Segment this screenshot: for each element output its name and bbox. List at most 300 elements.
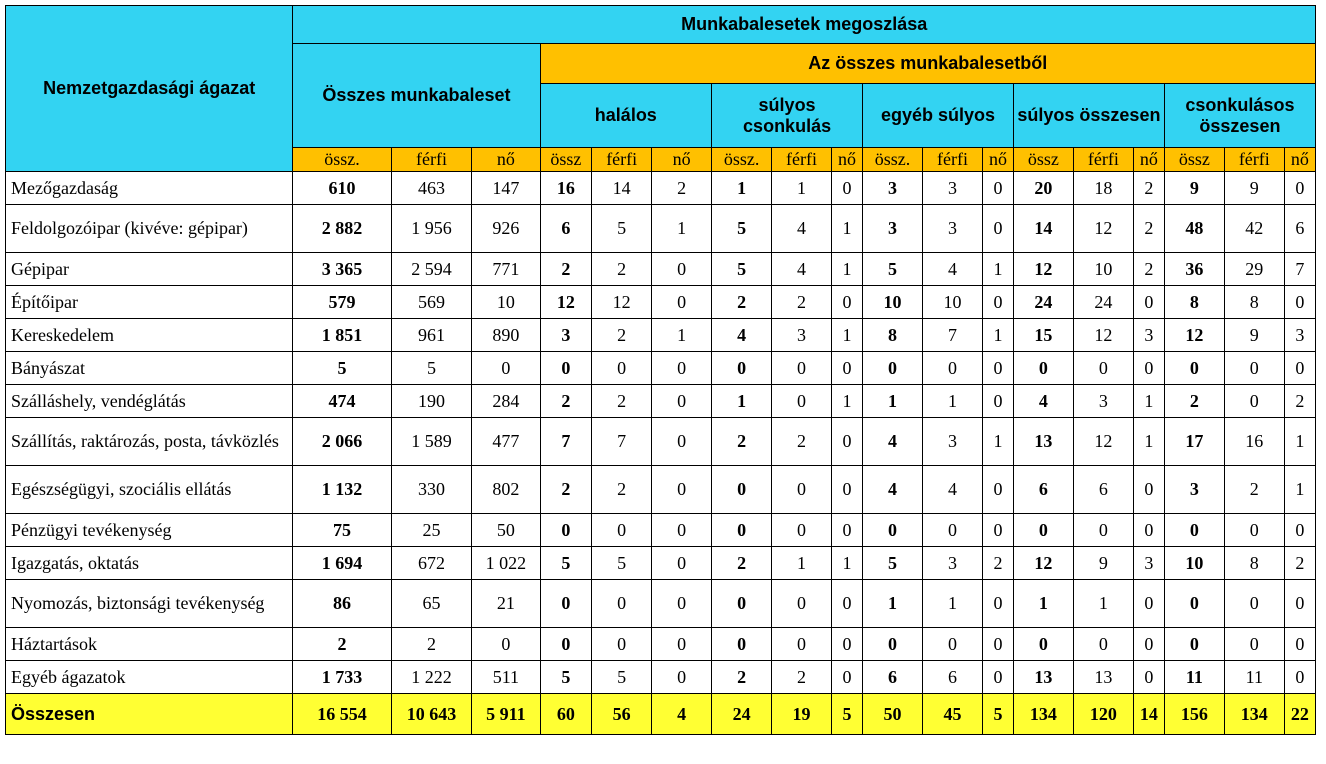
value-cell: 5 (592, 547, 652, 580)
total-row (6, 694, 1316, 735)
table-body (6, 172, 1316, 735)
group-header-severe-mutilation: súlyos csonkulás (712, 84, 863, 148)
value-cell: 2 (540, 385, 592, 418)
value-cell: 5 (540, 547, 592, 580)
value-cell: 1 132 (293, 466, 391, 514)
value-cell: 2 (1133, 253, 1164, 286)
value-cell: 926 (472, 205, 540, 253)
value-cell: 1 (1133, 418, 1164, 466)
value-cell: 17 (1164, 418, 1224, 466)
value-cell: 0 (1284, 628, 1315, 661)
subheader-cell: nő (1284, 148, 1315, 172)
sector-name: Feldolgozóipar (kivéve: gépipar) (6, 205, 293, 253)
value-cell: 18 (1073, 172, 1133, 205)
value-cell: 60 (540, 694, 592, 735)
value-cell: 0 (652, 580, 712, 628)
group-header-mutilation-total: csonkulásos összesen (1164, 84, 1315, 148)
value-cell: 16 554 (293, 694, 391, 735)
value-cell: 0 (1224, 385, 1284, 418)
value-cell: 0 (1224, 628, 1284, 661)
sector-name: Egészségügyi, szociális ellátás (6, 466, 293, 514)
value-cell: 8 (863, 319, 923, 352)
value-cell: 0 (592, 352, 652, 385)
value-cell: 10 643 (391, 694, 472, 735)
value-cell: 0 (652, 547, 712, 580)
value-cell: 10 (472, 286, 540, 319)
value-cell: 0 (832, 514, 863, 547)
subheader-cell: férfi (391, 148, 472, 172)
value-cell: 0 (652, 661, 712, 694)
value-cell: 10 (1164, 547, 1224, 580)
value-cell: 1 (832, 319, 863, 352)
value-cell: 0 (982, 514, 1013, 547)
value-cell: 16 (540, 172, 592, 205)
value-cell: 672 (391, 547, 472, 580)
value-cell: 86 (293, 580, 391, 628)
value-cell: 0 (982, 172, 1013, 205)
sector-header: Nemzetgazdasági ágazat (6, 6, 293, 172)
subheader-cell: nő (1133, 148, 1164, 172)
value-cell: 2 (1224, 466, 1284, 514)
value-cell: 13 (1013, 418, 1073, 466)
value-cell: 1 851 (293, 319, 391, 352)
value-cell: 0 (652, 418, 712, 466)
value-cell: 569 (391, 286, 472, 319)
value-cell: 0 (832, 286, 863, 319)
value-cell: 0 (712, 514, 772, 547)
value-cell: 5 (592, 661, 652, 694)
value-cell: 7 (592, 418, 652, 466)
table-row (6, 466, 1316, 514)
value-cell: 0 (1224, 352, 1284, 385)
value-cell: 0 (1133, 352, 1164, 385)
value-cell: 6 (863, 661, 923, 694)
value-cell: 0 (712, 466, 772, 514)
value-cell: 2 (772, 286, 832, 319)
value-cell: 20 (1013, 172, 1073, 205)
value-cell: 0 (472, 352, 540, 385)
value-cell: 2 (712, 661, 772, 694)
value-cell: 0 (772, 466, 832, 514)
value-cell: 4 (712, 319, 772, 352)
distribution-header: Munkabalesetek megoszlása (293, 6, 1316, 44)
subheader-cell: férfi (592, 148, 652, 172)
subheader-cell: férfi (1073, 148, 1133, 172)
value-cell: 12 (1073, 205, 1133, 253)
value-cell: 19 (772, 694, 832, 735)
value-cell: 0 (982, 661, 1013, 694)
value-cell: 2 (712, 286, 772, 319)
subheader-cell: nő (982, 148, 1013, 172)
value-cell: 0 (1164, 628, 1224, 661)
value-cell: 147 (472, 172, 540, 205)
value-cell: 0 (832, 661, 863, 694)
value-cell: 7 (1284, 253, 1315, 286)
table-row (6, 172, 1316, 205)
value-cell: 0 (1164, 352, 1224, 385)
sector-name: Pénzügyi tevékenység (6, 514, 293, 547)
value-cell: 0 (1013, 628, 1073, 661)
value-cell: 0 (1284, 661, 1315, 694)
value-cell: 3 (922, 205, 982, 253)
group-header-other-severe: egyéb súlyos (863, 84, 1014, 148)
value-cell: 1 (1133, 385, 1164, 418)
value-cell: 2 (540, 466, 592, 514)
value-cell: 0 (592, 580, 652, 628)
value-cell: 1 (832, 253, 863, 286)
value-cell: 0 (652, 352, 712, 385)
value-cell: 0 (832, 418, 863, 466)
value-cell: 3 (922, 547, 982, 580)
value-cell: 3 (1073, 385, 1133, 418)
value-cell: 0 (652, 253, 712, 286)
value-cell: 4 (1013, 385, 1073, 418)
value-cell: 1 (652, 319, 712, 352)
value-cell: 9 (1164, 172, 1224, 205)
value-cell: 477 (472, 418, 540, 466)
value-cell: 1 (982, 253, 1013, 286)
value-cell: 1 (832, 385, 863, 418)
value-cell: 0 (1073, 514, 1133, 547)
value-cell: 0 (1164, 580, 1224, 628)
value-cell: 3 (1284, 319, 1315, 352)
value-cell: 2 594 (391, 253, 472, 286)
group-header-severe-total: súlyos összesen (1013, 84, 1164, 148)
value-cell: 0 (540, 514, 592, 547)
value-cell: 0 (982, 628, 1013, 661)
value-cell: 50 (863, 694, 923, 735)
value-cell: 12 (592, 286, 652, 319)
value-cell: 1 956 (391, 205, 472, 253)
value-cell: 771 (472, 253, 540, 286)
value-cell: 2 (982, 547, 1013, 580)
value-cell: 1 (772, 172, 832, 205)
value-cell: 6 (1013, 466, 1073, 514)
value-cell: 4 (772, 205, 832, 253)
value-cell: 6 (1073, 466, 1133, 514)
value-cell: 10 (863, 286, 923, 319)
value-cell: 3 (540, 319, 592, 352)
value-cell: 5 (863, 547, 923, 580)
value-cell: 5 (982, 694, 1013, 735)
value-cell: 1 (863, 385, 923, 418)
value-cell: 1 (922, 580, 982, 628)
value-cell: 0 (540, 580, 592, 628)
value-cell: 12 (1164, 319, 1224, 352)
subheader-cell: nő (472, 148, 540, 172)
value-cell: 579 (293, 286, 391, 319)
value-cell: 7 (922, 319, 982, 352)
value-cell: 0 (832, 352, 863, 385)
value-cell: 5 911 (472, 694, 540, 735)
value-cell: 5 (712, 253, 772, 286)
sector-name: Bányászat (6, 352, 293, 385)
value-cell: 36 (1164, 253, 1224, 286)
table-row (6, 628, 1316, 661)
sector-name: Szállítás, raktározás, posta, távközlés (6, 418, 293, 466)
table-row (6, 205, 1316, 253)
value-cell: 463 (391, 172, 472, 205)
value-cell: 1 (772, 547, 832, 580)
value-cell: 11 (1224, 661, 1284, 694)
value-cell: 1 022 (472, 547, 540, 580)
value-cell: 0 (540, 628, 592, 661)
table-row (6, 352, 1316, 385)
subheader-cell: össz (1164, 148, 1224, 172)
value-cell: 0 (712, 580, 772, 628)
value-cell: 8 (1164, 286, 1224, 319)
value-cell: 0 (1013, 352, 1073, 385)
value-cell: 0 (1284, 580, 1315, 628)
value-cell: 1 (832, 205, 863, 253)
value-cell: 5 (712, 205, 772, 253)
value-cell: 14 (592, 172, 652, 205)
table-row (6, 418, 1316, 466)
value-cell: 75 (293, 514, 391, 547)
value-cell: 29 (1224, 253, 1284, 286)
value-cell: 13 (1073, 661, 1133, 694)
value-cell: 0 (1073, 352, 1133, 385)
accident-table (5, 5, 1316, 735)
value-cell: 16 (1224, 418, 1284, 466)
value-cell: 1 694 (293, 547, 391, 580)
value-cell: 6 (1284, 205, 1315, 253)
value-cell: 2 (1284, 385, 1315, 418)
value-cell: 48 (1164, 205, 1224, 253)
value-cell: 0 (540, 352, 592, 385)
value-cell: 24 (1013, 286, 1073, 319)
subheader-cell: össz (1013, 148, 1073, 172)
value-cell: 474 (293, 385, 391, 418)
sector-name: Építőipar (6, 286, 293, 319)
value-cell: 0 (772, 628, 832, 661)
value-cell: 0 (652, 514, 712, 547)
subheader-cell: nő (652, 148, 712, 172)
value-cell: 1 (652, 205, 712, 253)
value-cell: 0 (652, 286, 712, 319)
value-cell: 4 (863, 466, 923, 514)
value-cell: 0 (982, 286, 1013, 319)
value-cell: 0 (832, 172, 863, 205)
value-cell: 190 (391, 385, 472, 418)
value-cell: 330 (391, 466, 472, 514)
table-row (6, 547, 1316, 580)
value-cell: 1 (922, 385, 982, 418)
value-cell: 2 (592, 466, 652, 514)
value-cell: 0 (1164, 514, 1224, 547)
value-cell: 1 (712, 385, 772, 418)
value-cell: 0 (922, 352, 982, 385)
table-row (6, 661, 1316, 694)
value-cell: 65 (391, 580, 472, 628)
value-cell: 11 (1164, 661, 1224, 694)
value-cell: 0 (772, 514, 832, 547)
value-cell: 22 (1284, 694, 1315, 735)
sector-name: Összesen (6, 694, 293, 735)
value-cell: 2 882 (293, 205, 391, 253)
value-cell: 0 (1284, 172, 1315, 205)
value-cell: 12 (1013, 253, 1073, 286)
table-row (6, 253, 1316, 286)
value-cell: 0 (1224, 514, 1284, 547)
value-cell: 3 (772, 319, 832, 352)
value-cell: 0 (1013, 514, 1073, 547)
value-cell: 5 (832, 694, 863, 735)
table-row (6, 580, 1316, 628)
sector-name: Egyéb ágazatok (6, 661, 293, 694)
sector-name: Nyomozás, biztonsági tevékenység (6, 580, 293, 628)
value-cell: 3 (863, 172, 923, 205)
value-cell: 2 (772, 661, 832, 694)
value-cell: 0 (652, 385, 712, 418)
value-cell: 2 (712, 418, 772, 466)
value-cell: 0 (652, 628, 712, 661)
value-cell: 0 (652, 466, 712, 514)
value-cell: 7 (540, 418, 592, 466)
value-cell: 156 (1164, 694, 1224, 735)
value-cell: 1 (1073, 580, 1133, 628)
value-cell: 0 (1073, 628, 1133, 661)
subheader-cell: nő (832, 148, 863, 172)
value-cell: 2 (772, 418, 832, 466)
subheader-cell: össz (540, 148, 592, 172)
value-cell: 25 (391, 514, 472, 547)
table-row (6, 319, 1316, 352)
value-cell: 5 (293, 352, 391, 385)
value-cell: 1 (982, 418, 1013, 466)
value-cell: 610 (293, 172, 391, 205)
value-cell: 13 (1013, 661, 1073, 694)
value-cell: 12 (1073, 418, 1133, 466)
value-cell: 0 (922, 514, 982, 547)
group-header-fatal: halálos (540, 84, 712, 148)
value-cell: 0 (982, 580, 1013, 628)
value-cell: 14 (1013, 205, 1073, 253)
of-all-header: Az összes munkabalesetből (540, 44, 1315, 84)
value-cell: 3 (1133, 319, 1164, 352)
subheader-cell: férfi (922, 148, 982, 172)
value-cell: 2 (1284, 547, 1315, 580)
value-cell: 9 (1224, 319, 1284, 352)
sector-name: Szálláshely, vendéglátás (6, 385, 293, 418)
value-cell: 961 (391, 319, 472, 352)
subheader-cell: férfi (772, 148, 832, 172)
value-cell: 0 (1224, 580, 1284, 628)
value-cell: 0 (1133, 286, 1164, 319)
value-cell: 0 (832, 580, 863, 628)
subheader-cell: össz. (712, 148, 772, 172)
value-cell: 0 (1133, 661, 1164, 694)
value-cell: 2 (1133, 205, 1164, 253)
value-cell: 5 (863, 253, 923, 286)
value-cell: 2 (592, 319, 652, 352)
value-cell: 3 365 (293, 253, 391, 286)
table-row (6, 385, 1316, 418)
value-cell: 4 (922, 466, 982, 514)
value-cell: 1 222 (391, 661, 472, 694)
value-cell: 0 (592, 628, 652, 661)
value-cell: 0 (772, 385, 832, 418)
value-cell: 2 (1133, 172, 1164, 205)
value-cell: 10 (922, 286, 982, 319)
value-cell: 1 (863, 580, 923, 628)
value-cell: 0 (832, 628, 863, 661)
value-cell: 0 (1284, 352, 1315, 385)
value-cell: 0 (592, 514, 652, 547)
value-cell: 2 (652, 172, 712, 205)
table-row (6, 286, 1316, 319)
value-cell: 0 (712, 352, 772, 385)
value-cell: 0 (1284, 286, 1315, 319)
value-cell: 24 (1073, 286, 1133, 319)
value-cell: 1 (1284, 418, 1315, 466)
subheader-cell: össz. (293, 148, 391, 172)
value-cell: 0 (1133, 580, 1164, 628)
value-cell: 12 (540, 286, 592, 319)
value-cell: 12 (1073, 319, 1133, 352)
value-cell: 24 (712, 694, 772, 735)
value-cell: 1 (712, 172, 772, 205)
value-cell: 10 (1073, 253, 1133, 286)
value-cell: 4 (922, 253, 982, 286)
value-cell: 3 (863, 205, 923, 253)
value-cell: 56 (592, 694, 652, 735)
value-cell: 134 (1224, 694, 1284, 735)
value-cell: 0 (982, 385, 1013, 418)
value-cell: 50 (472, 514, 540, 547)
value-cell: 45 (922, 694, 982, 735)
value-cell: 14 (1133, 694, 1164, 735)
value-cell: 1 733 (293, 661, 391, 694)
value-cell: 5 (592, 205, 652, 253)
value-cell: 8 (1224, 547, 1284, 580)
value-cell: 0 (472, 628, 540, 661)
value-cell: 5 (540, 661, 592, 694)
value-cell: 2 (540, 253, 592, 286)
value-cell: 3 (922, 418, 982, 466)
value-cell: 12 (1013, 547, 1073, 580)
value-cell: 0 (982, 205, 1013, 253)
value-cell: 802 (472, 466, 540, 514)
sector-name: Kereskedelem (6, 319, 293, 352)
value-cell: 0 (1133, 466, 1164, 514)
value-cell: 0 (832, 466, 863, 514)
value-cell: 9 (1224, 172, 1284, 205)
value-cell: 0 (772, 580, 832, 628)
value-cell: 42 (1224, 205, 1284, 253)
value-cell: 0 (863, 514, 923, 547)
sector-name: Mezőgazdaság (6, 172, 293, 205)
total-accidents-header: Összes munkabaleset (293, 44, 540, 148)
value-cell: 0 (712, 628, 772, 661)
value-cell: 0 (863, 628, 923, 661)
value-cell: 9 (1073, 547, 1133, 580)
value-cell: 2 (592, 385, 652, 418)
value-cell: 4 (863, 418, 923, 466)
value-cell: 0 (982, 466, 1013, 514)
sector-name: Háztartások (6, 628, 293, 661)
value-cell: 3 (922, 172, 982, 205)
value-cell: 21 (472, 580, 540, 628)
value-cell: 0 (1133, 628, 1164, 661)
value-cell: 1 (832, 547, 863, 580)
table-header (6, 6, 1316, 172)
value-cell: 120 (1073, 694, 1133, 735)
value-cell: 3 (1133, 547, 1164, 580)
value-cell: 0 (1133, 514, 1164, 547)
value-cell: 0 (922, 628, 982, 661)
value-cell: 2 (391, 628, 472, 661)
